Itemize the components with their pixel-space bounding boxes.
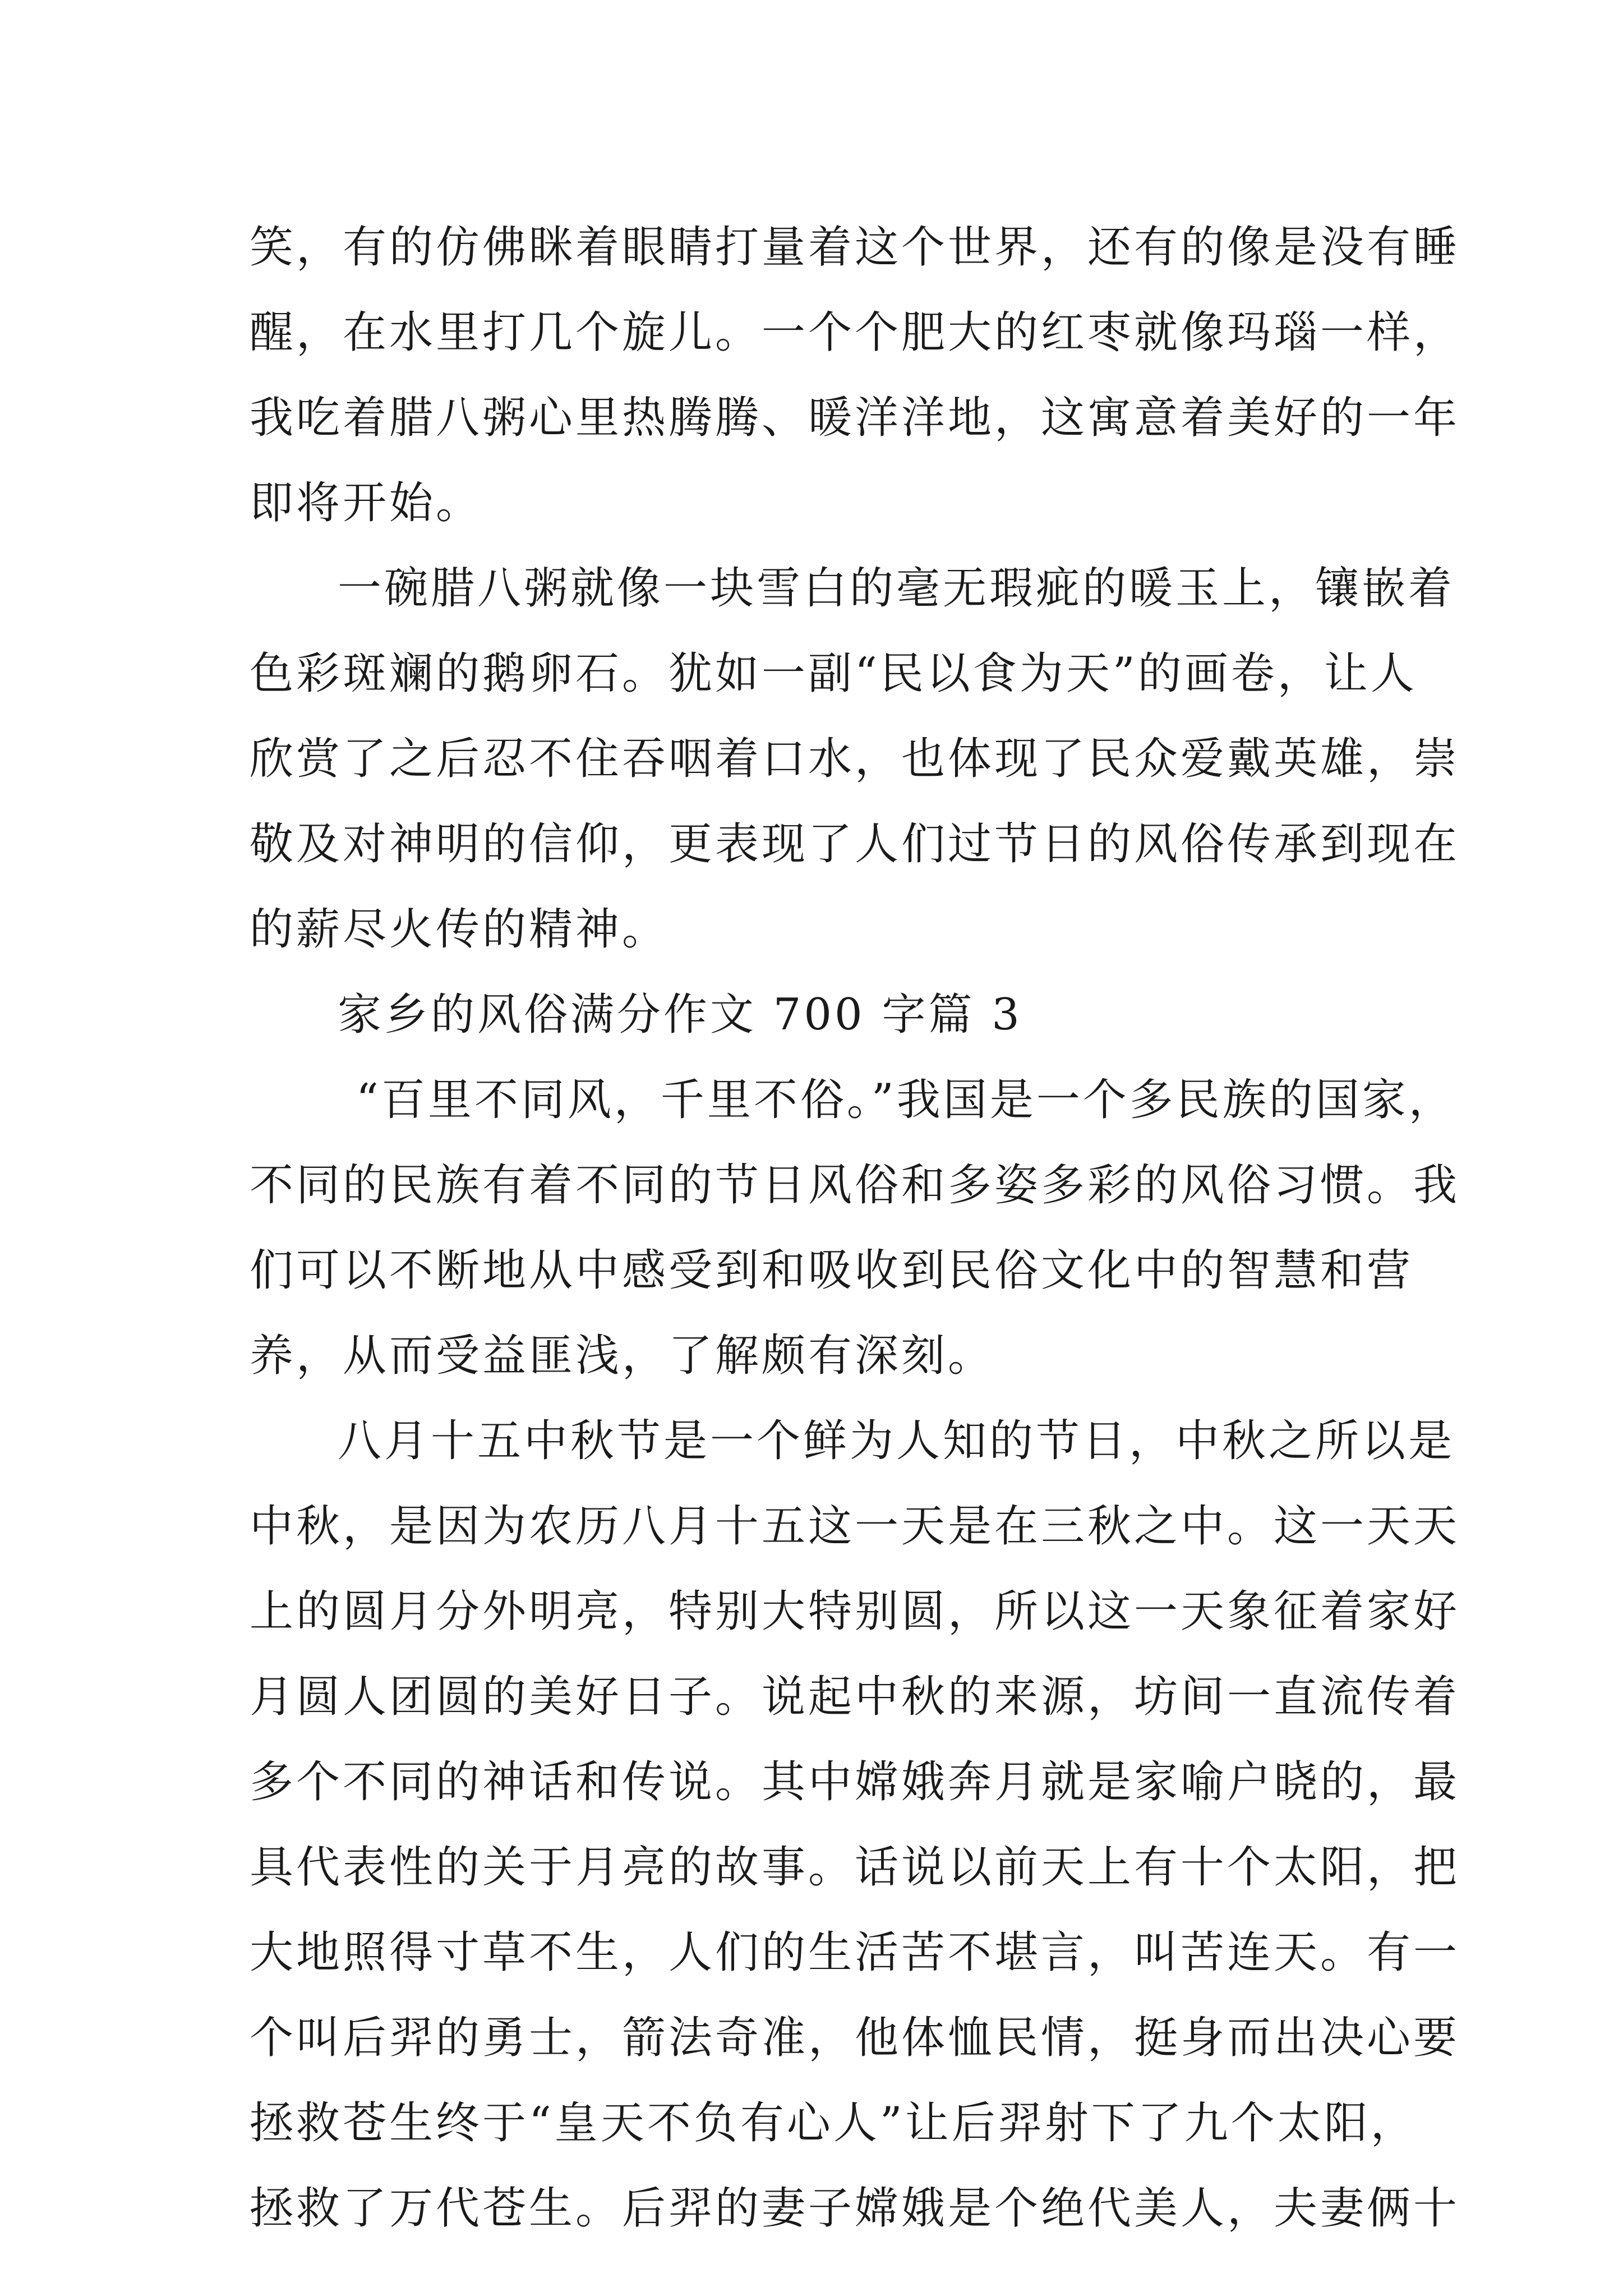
paragraph-3 — [250, 1057, 1460, 1398]
text-line: “百里不同风，千里不俗。”我国是一个多民族的国家， — [356, 1075, 1455, 1125]
paragraph-2 — [250, 546, 1460, 972]
paragraph-4 — [250, 1398, 1460, 2251]
text-line: 上的圆月分外明亮，特别大特别圆，所以这一天象征着家好 — [250, 1586, 1460, 1637]
text-line: 拯救了万代苍生。后羿的妻子嫦娥是个绝代美人，夫妻俩十 — [250, 2183, 1460, 2234]
text-line: 色彩斑斓的鹅卵石。犹如一副“民以食为天”的画卷，让人 — [250, 648, 1417, 699]
text-line: 即将开始。 — [250, 478, 483, 528]
text-line: 具代表性的关于月亮的故事。话说以前天上有十个太阳，把 — [250, 1842, 1460, 1893]
text-line: 们可以不断地从中感受到和吸收到民俗文化中的智慧和营 — [250, 1245, 1414, 1296]
text-line: 多个不同的神话和传说。其中嫦娥奔月就是家喻户晓的，最 — [250, 1757, 1460, 1807]
text-line: 一碗腊八粥就像一块雪白的毫无瑕疵的暖玉上，镶嵌着 — [338, 563, 1455, 614]
text-line: 月圆人团圆的美好日子。说起中秋的来源，坊间一直流传着 — [250, 1672, 1460, 1722]
paragraph-1 — [250, 205, 1460, 546]
text-line: 醒，在水里打几个旋儿。一个个肥大的红枣就像玛瑙一样， — [250, 307, 1460, 358]
section-heading — [250, 972, 1388, 1057]
text-line: 中秋，是因为农历八月十五这一天是在三秋之中。这一天天 — [250, 1501, 1460, 1552]
text-line: 个叫后羿的勇士，箭法奇准，他体恤民情，挺身而出决心要 — [250, 2013, 1460, 2063]
document-page — [250, 205, 1460, 2251]
heading-text: 家乡的风俗满分作文 700 字篇 3 — [338, 990, 1022, 1040]
text-line: 的薪尽火传的精神。 — [250, 904, 669, 955]
text-line: 八月十五中秋节是一个鲜为人知的节日，中秋之所以是 — [338, 1416, 1455, 1466]
text-line: 不同的民族有着不同的节日风俗和多姿多彩的风俗习惯。我 — [250, 1160, 1460, 1211]
text-line: 我吃着腊八粥心里热腾腾、暖洋洋地，这寓意着美好的一年 — [250, 393, 1460, 443]
text-line: 敬及对神明的信仰，更表现了人们过节日的风俗传承到现在 — [250, 819, 1460, 869]
text-line: 拯救苍生终于“皇天不负有心人”让后羿射下了九个太阳， — [250, 2098, 1417, 2148]
text-line: 大地照得寸草不生，人们的生活苦不堪言，叫苦连天。有一 — [250, 1927, 1460, 1978]
text-line: 笑，有的仿佛眯着眼睛打量着这个世界，还有的像是没有睡 — [250, 222, 1460, 273]
text-line: 养，从而受益匪浅，了解颇有深刻。 — [250, 1331, 995, 1381]
text-line: 欣赏了之后忍不住吞咽着口水，也体现了民众爱戴英雄，崇 — [250, 734, 1460, 784]
